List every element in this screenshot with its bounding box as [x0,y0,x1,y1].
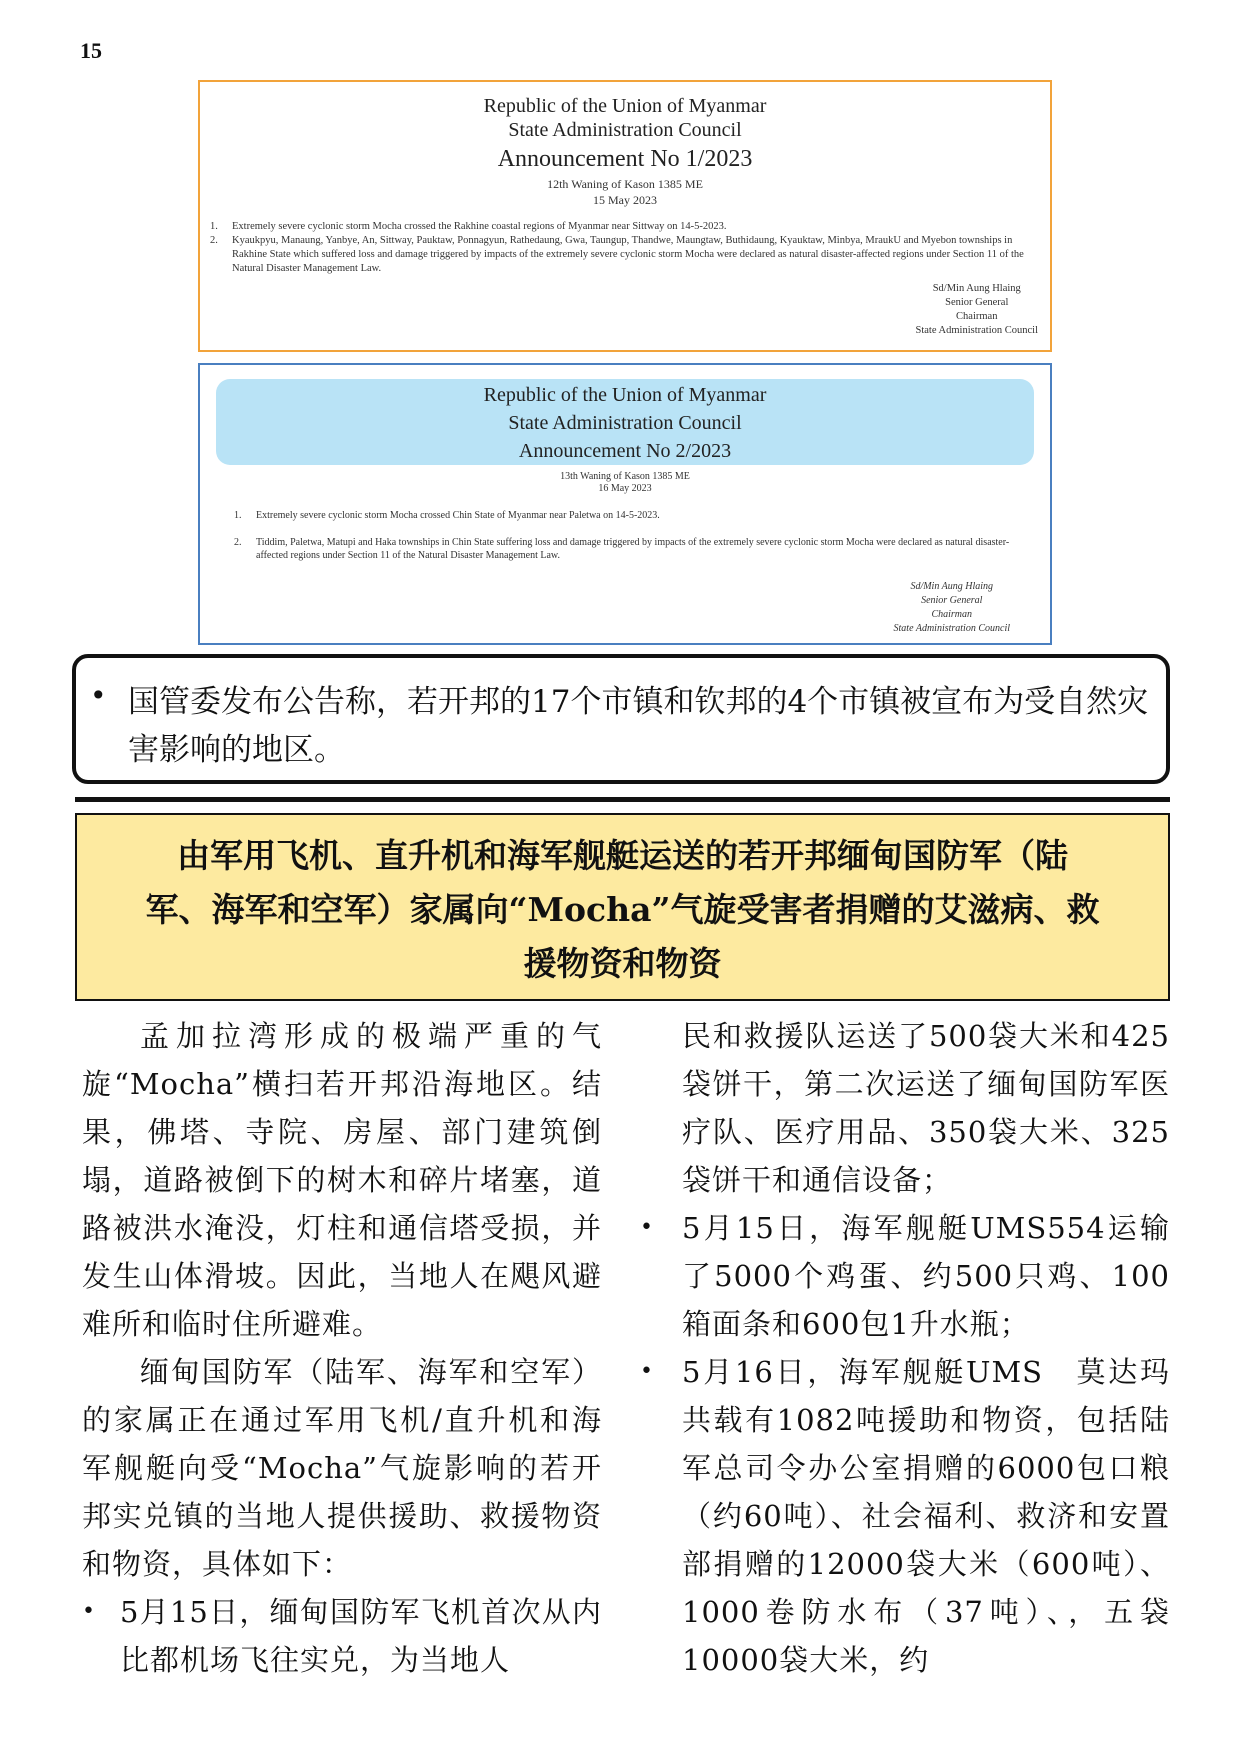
signature-name: Sd/Min Aung Hlaing [910,581,994,592]
list-item-text: 5月15日，缅甸国防军飞机首次从内比都机场飞往实兑，为当地人 [120,1595,602,1677]
announcement-2-item [234,509,1026,522]
signature-name: Sd/Min Aung Hlaing [932,283,1021,294]
list-item-continuation: 民和救援队运送了500袋大米和425袋饼干，第二次运送了缅甸国防军医疗队、医疗用品、350袋大米、325袋饼干和通信设备； [682,1019,1170,1197]
announcement-1-title: Announcement No 1/2023 [497,146,753,172]
item-text: Kyaukpyu, Manaung, Yanbye, An, Sittway, Pauktaw, Ponnagyun, Rathedaung, Gwa, Taungup, Thandwe, Maungtaw, Buthidaung, Kyauktaw, Minbya, MraukU and Myebon townships in Rakhine State which suffered loss and damage triggered by impacts of the extremely severe cyclonic storm Mocha were declared as natural disaster-affected regions under Section 11 of the Natural Disaster Management Law. [232,235,1024,274]
announcement-1-line2: State Administration Council [508,119,742,141]
signature-rank: Senior General [945,297,1009,308]
page-number: 15 [80,38,102,63]
announcement-2 [198,363,1052,645]
announcement-1-date [200,176,1050,208]
list-item [640,1204,1170,1348]
signature-rank: Senior General [921,595,983,606]
item-number: 1. [210,221,218,232]
headline-line3: 援物资和物资 [523,944,722,983]
bullet-icon: • [640,1359,654,1384]
signature-org: State Administration Council [915,325,1038,336]
announcement-2-header [216,381,1034,465]
bullet-icon: • [640,1215,654,1240]
announcement-2-date-line2: 16 May 2023 [598,483,652,494]
section-divider [75,797,1170,802]
item-text: Extremely severe cyclonic storm Mocha crossed the Rakhine coastal regions of Myanmar near Sittway on 14-5-2023. [232,221,727,232]
announcement-2-items [234,509,1026,562]
announcement-1-items [210,220,1040,276]
article-headline [75,813,1170,1001]
article-paragraph: 孟加拉湾形成的极端严重的气旋“Mocha”横扫若开邦沿海地区。结果，佛塔、寺院、房屋、部门建筑倒塌，道路被倒下的树木和碎片堵塞，道路被洪水淹没，灯柱和通信塔受损，并发生山体滑坡。因此，当地人在飓风避难所和临时住所避难。 [82,1019,602,1341]
announcement-1-item [210,220,1040,234]
article-right-column [640,1012,1170,1684]
announcement-2-line1: Republic of the Union of Myanmar [483,384,767,406]
announcement-2-item [234,536,1026,562]
signature-role: Chairman [956,311,998,322]
announcement-2-date-line1: 13th Waning of Kason 1385 ME [560,471,690,482]
article-paragraph: 缅甸国防军（陆军、海军和空军）的家属正在通过军用飞机/直升机和海军舰艇向受“Mocha”气旋影响的若开邦实兑镇的当地人提供援助、救援物资和物资，具体如下： [82,1355,602,1581]
list-item-text: 5月15日，海军舰艇UMS554运输了5000个鸡蛋、约500只鸡、100箱面条和600包1升水瓶； [682,1211,1170,1341]
bullet-icon: • [82,1599,96,1624]
announcement-2-signature [894,580,1010,636]
list-item [640,1348,1170,1684]
announcement-1-signature [916,282,1039,338]
signature-role: Chairman [931,609,973,620]
announcement-1 [198,80,1052,352]
list-item [82,1588,602,1684]
announcement-2-date [200,471,1050,495]
item-text: Tiddim, Paletwa, Matupi and Haka townships in Chin State suffering loss and damage triggered by impacts of the extremely severe cyclonic storm Mocha were declared as natural disaster-affected regions under Section 11 of the Natural Disaster Management Law. [256,537,1010,561]
announcement-1-date-line1: 12th Waning of Kason 1385 ME [547,177,703,191]
announcement-1-item [210,234,1040,276]
announcement-2-line2: State Administration Council [508,412,742,434]
announcement-1-date-line2: 15 May 2023 [593,193,657,207]
item-number: 2. [234,537,242,548]
announcement-2-header-band [216,379,1034,465]
announcement-1-line1: Republic of the Union of Myanmar [483,95,767,117]
list-item-text: 5月16日，海军舰艇UMS 莫达玛共载有1082吨援助和物资，包括陆军总司令办公室捐赠的6000包口粮（约60吨）、社会福利、救济和安置部捐赠的12000袋大米（600吨）、1000卷防水布（37吨）、，五袋10000袋大米，约 [682,1355,1170,1677]
article-left-column [82,1012,602,1684]
headline-line2: 军、海军和空军）家属向“Mocha”气旋受害者捐赠的艾滋病、救 [145,890,1100,929]
item-number: 1. [234,510,242,521]
announcement-1-header [200,82,1050,176]
item-number: 2. [210,235,218,246]
bullet-icon: • [90,679,107,712]
item-text: Extremely severe cyclonic storm Mocha crossed Chin State of Myanmar near Paletwa on 14-5-2023. [256,510,660,521]
summary-note-box [72,654,1170,784]
headline-line1: 由军用飞机、直升机和海军舰艇运送的若开邦缅甸国防军（陆 [177,836,1068,875]
summary-note-text: 国管委发布公告称，若开邦的17个市镇和钦邦的4个市镇被宣布为受自然灾害影响的地区。 [128,684,1149,768]
announcement-2-title: Announcement No 2/2023 [518,440,732,462]
signature-org: State Administration Council [893,623,1010,634]
